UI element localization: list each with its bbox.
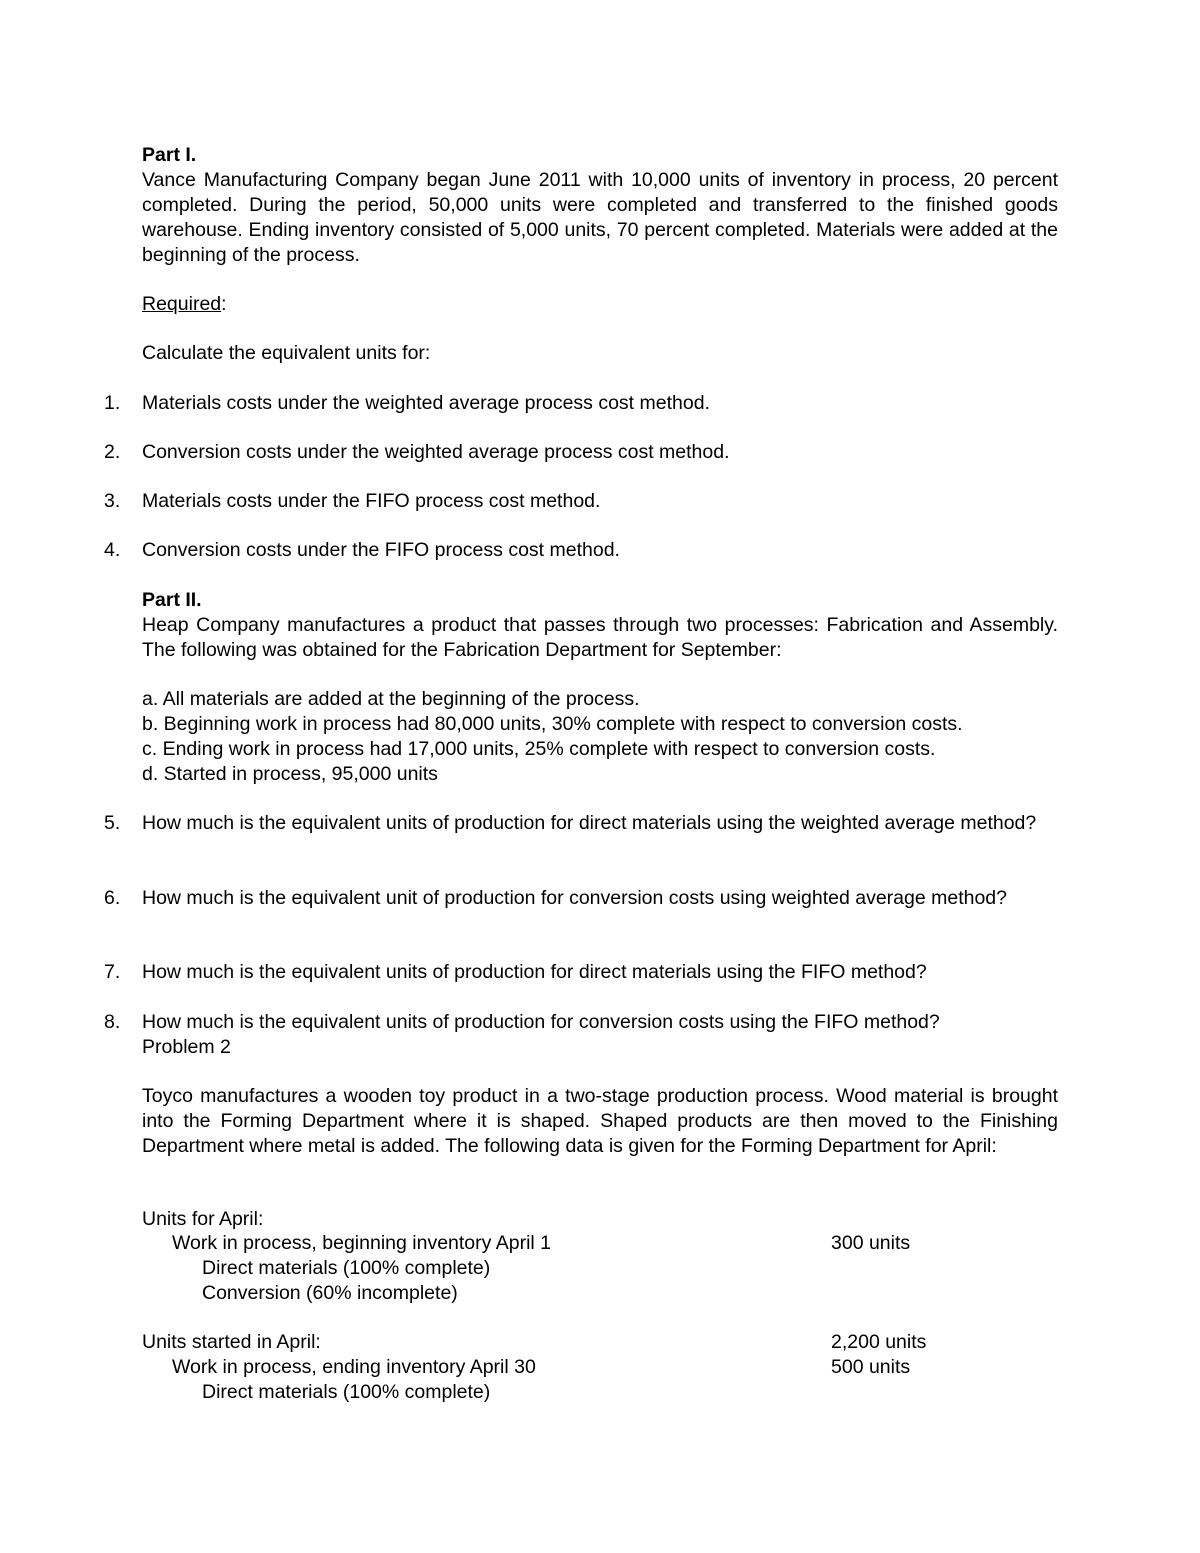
fact-a: a. All materials are added at the beginning of the process. bbox=[142, 688, 640, 710]
problem2-heading: Problem 2 bbox=[142, 1036, 231, 1058]
question-6-text: How much is the equivalent unit of production for conversion costs using weighted average method? bbox=[142, 887, 1007, 909]
units-started-label: Units started in April: bbox=[142, 1331, 321, 1353]
part2-heading: Part II. bbox=[142, 589, 202, 611]
part2-paragraph: Heap Company manufactures a product that passes through two processes: Fabrication and Assembly. The following was obtained for the Fabrication Department for September: bbox=[142, 614, 1058, 661]
problem2-paragraph: Toyco manufactures a wooden toy product in a two-stage production process. Wood material is brought into the Forming Department where it is shaped. Shaped products are then moved to the Finishing Department where metal is added. The following data is given for the Forming Department for April: bbox=[142, 1085, 1058, 1157]
question-5-number: 5. bbox=[104, 812, 121, 834]
wip-beginning-units: 300 units bbox=[831, 1232, 911, 1254]
required-label: Required bbox=[142, 293, 222, 315]
question-8-number: 8. bbox=[104, 1011, 121, 1033]
question-8-text: How much is the equivalent units of production for conversion costs using the FIFO method? bbox=[142, 1011, 940, 1033]
fact-b: b. Beginning work in process had 80,000 units, 30% complete with respect to conversion costs. bbox=[142, 713, 963, 735]
question-4-text: Conversion costs under the FIFO process cost method. bbox=[142, 539, 620, 561]
question-3-text: Materials costs under the FIFO process cost method. bbox=[142, 490, 601, 512]
question-1-number: 1. bbox=[104, 392, 121, 414]
question-1-text: Materials costs under the weighted average process cost method. bbox=[142, 392, 710, 414]
question-4-number: 4. bbox=[104, 539, 121, 561]
question-6-number: 6. bbox=[104, 887, 121, 909]
part1-heading: Part I. bbox=[142, 144, 197, 166]
required-colon: : bbox=[221, 293, 227, 315]
required-line bbox=[142, 292, 227, 317]
part1-paragraph: Vance Manufacturing Company began June 2011 with 10,000 units of inventory in process, 20 percent completed. During the period, 50,000 units were completed and transferred to the finished goods warehouse. Ending inventory consisted of 5,000 units, 70 percent completed. Materials were added at the beginning of the process. bbox=[142, 169, 1058, 266]
conversion-beginning: Conversion (60% incomplete) bbox=[202, 1282, 458, 1304]
question-7-text: How much is the equivalent units of production for direct materials using the FIFO method? bbox=[142, 961, 927, 983]
wip-beginning-label: Work in process, beginning inventory April 1 bbox=[172, 1232, 552, 1254]
direct-materials-ending: Direct materials (100% complete) bbox=[202, 1381, 491, 1403]
units-started-value: 2,200 units bbox=[831, 1331, 927, 1353]
question-7-number: 7. bbox=[104, 961, 121, 983]
fact-c: c. Ending work in process had 17,000 units, 25% complete with respect to conversion costs. bbox=[142, 738, 936, 760]
question-2-text: Conversion costs under the weighted average process cost method. bbox=[142, 441, 730, 463]
fact-d: d. Started in process, 95,000 units bbox=[142, 763, 438, 785]
question-2-number: 2. bbox=[104, 441, 121, 463]
part1-instruction: Calculate the equivalent units for: bbox=[142, 342, 431, 364]
question-3-number: 3. bbox=[104, 490, 121, 512]
direct-materials-beginning: Direct materials (100% complete) bbox=[202, 1257, 491, 1279]
units-for-april-label: Units for April: bbox=[142, 1208, 264, 1230]
question-5-text: How much is the equivalent units of production for direct materials using the weighted average method? bbox=[142, 812, 1037, 834]
wip-ending-units: 500 units bbox=[831, 1356, 911, 1378]
wip-ending-label: Work in process, ending inventory April 30 bbox=[172, 1356, 536, 1378]
